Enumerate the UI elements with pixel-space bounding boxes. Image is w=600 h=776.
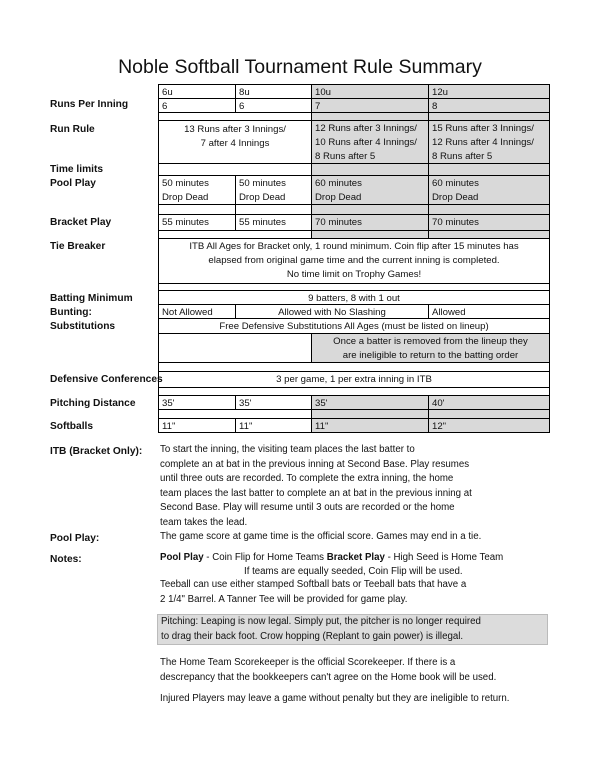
pitching-note: Pitching: Leaping is now legal. Simply put, the pitcher is no longer required to drag their back foot. Crow hopping (Replant to gain power) is illegal. — [157, 614, 548, 645]
run-rule-10u: 12 Runs after 3 Innings/ 10 Runs after 4 Innings/ 8 Runs after 5 — [311, 120, 429, 164]
softball-12u: 12" — [428, 418, 550, 433]
softball-6u: 11" — [158, 418, 236, 433]
pool-play-rule: - Coin Flip for Home Teams — [203, 552, 327, 563]
label-pool-play: Pool Play — [50, 178, 96, 189]
page-title: Noble Softball Tournament Rule Summary — [118, 56, 482, 78]
pool-12u: 60 minutes Drop Dead — [428, 175, 550, 205]
runs-10u: 7 — [311, 98, 429, 113]
runs-12u: 8 — [428, 98, 550, 113]
teeball-text: Teeball can use either stamped Softball bats or Teeball bats that have a 2 1/4" Barrel. A Tanner Tee will be provided for game play. — [160, 579, 467, 605]
label-runs-per-inning: Runs Per Inning — [50, 99, 129, 110]
label-pitching-distance: Pitching Distance — [50, 398, 136, 409]
bracket-6u: 55 minutes — [158, 214, 236, 231]
pitch-12u: 40' — [428, 395, 550, 410]
pool-play-heading: Pool Play — [160, 552, 204, 563]
age-6u: 6u — [158, 84, 236, 99]
defensive-conferences-text: 3 per game, 1 per extra inning in ITB — [158, 371, 550, 388]
age-12u: 12u — [428, 84, 550, 99]
scorekeeper-note: The Home Team Scorekeeper is the official Scorekeeper. If there is a descrepancy that the bookkeepers can't agree on the Home book will be used. — [160, 657, 497, 683]
notes-home-team-line — [160, 551, 560, 566]
label-substitutions: Substitutions — [50, 321, 116, 332]
label-bunting: Bunting: — [50, 307, 92, 318]
tie-breaker-text: ITB All Ages for Bracket only, 1 round minimum. Coin flip after 15 minutes has elapsed from original game time and the current inning is completed. No time limit on Trophy Games! — [158, 238, 550, 284]
bracket-10u: 70 minutes — [311, 214, 429, 231]
label-batting-minimum: Batting Minimum — [50, 293, 133, 304]
runs-6u: 6 — [158, 98, 236, 113]
bracket-8u: 55 minutes — [235, 214, 312, 231]
substitutions-blank — [158, 333, 312, 363]
pool-8u: 50 minutes Drop Dead — [235, 175, 312, 205]
label-itb: ITB (Bracket Only): — [50, 446, 143, 457]
label-defensive-conferences: Defensive Conferences — [50, 374, 163, 385]
label-tie-breaker: Tie Breaker — [50, 241, 106, 252]
age-10u: 10u — [311, 84, 429, 99]
softball-10u: 11" — [311, 418, 429, 433]
itb-text: To start the inning, the visiting team places the last batter to complete an at bat in the previous inning at Second Base. Play resumes until three outs are recorded. To complete the extra inning, the home team places the last batter to complete an at bat in the previous inning at Second Base. Play will resume until 3 outs are recorded or the home team takes the lead. — [160, 444, 472, 528]
substitutions-text: Free Defensive Substitutions All Ages (must be listed on lineup) — [158, 318, 550, 334]
bunting-6u: Not Allowed — [158, 304, 236, 319]
label-pool-play-rule: Pool Play: — [50, 533, 100, 544]
pool-6u: 50 minutes Drop Dead — [158, 175, 236, 205]
label-softballs: Softballs — [50, 421, 94, 432]
age-8u: 8u — [235, 84, 312, 99]
pool-10u: 60 minutes Drop Dead — [311, 175, 429, 205]
runs-8u: 6 — [235, 98, 312, 113]
pool-play-text: The game score at game time is the official score. Games may end in a tie. — [160, 531, 482, 542]
bracket-play-heading: Bracket Play — [326, 552, 385, 563]
run-rule-younger: 13 Runs after 3 Innings/ 7 after 4 Innings — [158, 120, 312, 164]
pitch-10u: 35' — [311, 395, 429, 410]
softball-8u: 11" — [235, 418, 312, 433]
seed-line: If teams are equally seeded, Coin Flip will be used. — [244, 566, 463, 577]
run-rule-12u: 15 Runs after 3 Innings/ 12 Runs after 4 Innings/ 8 Runs after 5 — [428, 120, 550, 164]
label-time-limits: Time limits — [50, 164, 104, 175]
pitch-8u: 35' — [235, 395, 312, 410]
injured-note: Injured Players may leave a game without penalty but they are ineligible to return. — [160, 693, 510, 704]
pitch-6u: 35' — [158, 395, 236, 410]
batting-minimum-text: 9 batters, 8 with 1 out — [158, 290, 550, 305]
bracket-play-rule: - High Seed is Home Team — [384, 552, 504, 563]
bunting-8u-10u: Allowed with No Slashing — [235, 304, 429, 319]
label-notes: Notes: — [50, 554, 82, 565]
bunting-12u: Allowed — [428, 304, 550, 319]
substitutions-note: Once a batter is removed from the lineup they are ineligible to return to the batting order — [311, 333, 550, 363]
label-run-rule: Run Rule — [50, 124, 95, 135]
label-bracket-play: Bracket Play — [50, 217, 112, 228]
bracket-12u: 70 minutes — [428, 214, 550, 231]
